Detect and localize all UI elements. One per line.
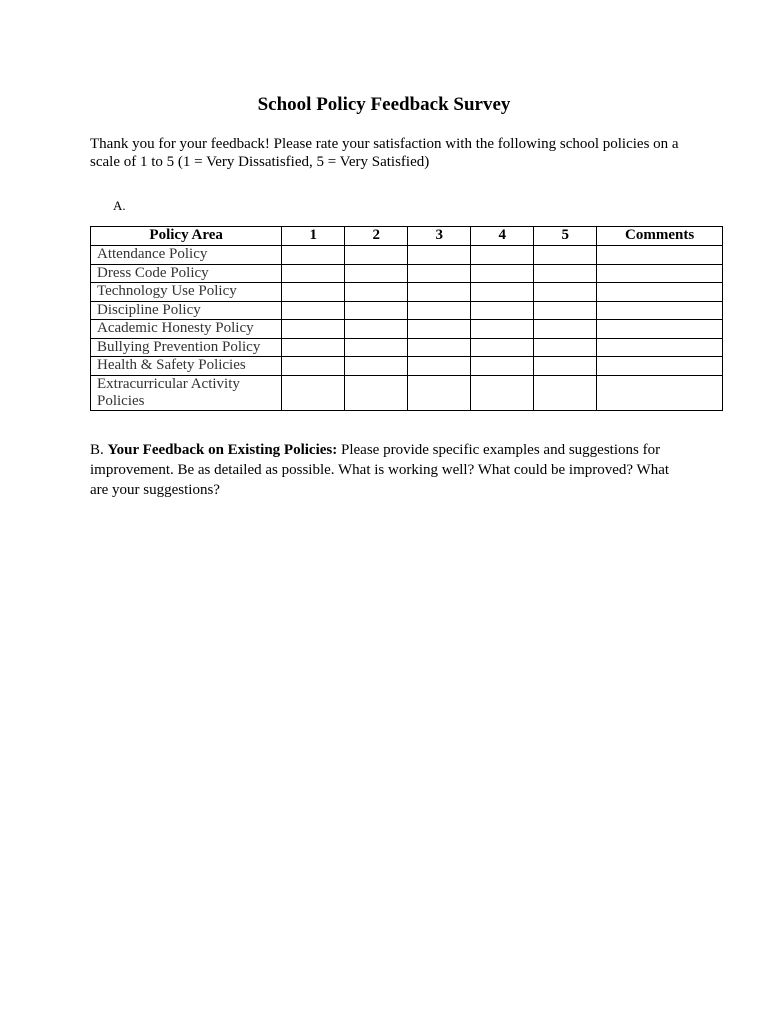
rating-cell-5[interactable] [534,375,597,410]
header-score-2: 2 [345,227,408,246]
table-row [91,357,723,376]
rating-cell-4[interactable] [471,264,534,283]
section-b [90,440,690,500]
rating-cell-3[interactable] [408,246,471,265]
rating-cell-2[interactable] [345,264,408,283]
section-b-label: B. [90,442,104,458]
policy-rating-table [90,226,723,411]
rating-cell-3[interactable] [408,338,471,357]
comments-cell[interactable] [597,283,723,302]
rating-cell-1[interactable] [282,320,345,339]
policy-area-cell: Technology Use Policy [91,283,282,302]
rating-cell-4[interactable] [471,357,534,376]
policy-area-cell: Extracurricular Activity Policies [91,375,282,410]
header-policy-area: Policy Area [91,227,282,246]
intro-text: Thank you for your feedback! Please rate your satisfaction with the following school policies on a scale of 1 to 5 (1 = Very Dissatisfied, 5 = Very Satisfied) [90,136,679,170]
rating-cell-4[interactable] [471,283,534,302]
policy-area-cell: Academic Honesty Policy [91,320,282,339]
policy-area-cell: Health & Safety Policies [91,357,282,376]
rating-cell-4[interactable] [471,301,534,320]
table-row [91,246,723,265]
header-comments: Comments [597,227,723,246]
header-score-3: 3 [408,227,471,246]
rating-cell-5[interactable] [534,320,597,339]
policy-area-cell: Bullying Prevention Policy [91,338,282,357]
section-b-heading: Your Feedback on Existing Policies: [107,442,338,458]
rating-cell-1[interactable] [282,375,345,410]
rating-cell-2[interactable] [345,338,408,357]
comments-cell[interactable] [597,246,723,265]
rating-cell-3[interactable] [408,264,471,283]
table-row [91,375,723,410]
rating-cell-2[interactable] [345,375,408,410]
rating-cell-5[interactable] [534,283,597,302]
policy-area-cell: Discipline Policy [91,301,282,320]
rating-cell-3[interactable] [408,301,471,320]
rating-cell-5[interactable] [534,246,597,265]
table-row [91,320,723,339]
rating-cell-2[interactable] [345,357,408,376]
rating-cell-1[interactable] [282,283,345,302]
table-header-row [91,227,723,246]
rating-cell-2[interactable] [345,320,408,339]
rating-cell-5[interactable] [534,338,597,357]
rating-cell-5[interactable] [534,301,597,320]
header-score-4: 4 [471,227,534,246]
policy-area-cell: Attendance Policy [91,246,282,265]
table-row [91,283,723,302]
comments-cell[interactable] [597,375,723,410]
rating-cell-5[interactable] [534,264,597,283]
comments-cell[interactable] [597,264,723,283]
rating-cell-3[interactable] [408,283,471,302]
rating-cell-2[interactable] [345,283,408,302]
section-a-label: A. [113,198,126,213]
table-row [91,301,723,320]
rating-cell-2[interactable] [345,246,408,265]
page-title: School Policy Feedback Survey [257,94,511,115]
policy-area-cell: Dress Code Policy [91,264,282,283]
rating-cell-3[interactable] [408,320,471,339]
table-row [91,264,723,283]
rating-cell-1[interactable] [282,338,345,357]
table-row [91,338,723,357]
header-score-5: 5 [534,227,597,246]
rating-cell-4[interactable] [471,338,534,357]
header-score-1: 1 [282,227,345,246]
rating-cell-1[interactable] [282,246,345,265]
section-b-text: Please provide specific examples and suggestions for improvement. Be as detailed as possible. What is working well? What could be improved? What are your suggestions? [90,442,670,498]
rating-cell-4[interactable] [471,375,534,410]
comments-cell[interactable] [597,357,723,376]
comments-cell[interactable] [597,301,723,320]
rating-cell-5[interactable] [534,357,597,376]
rating-cell-4[interactable] [471,320,534,339]
rating-cell-4[interactable] [471,246,534,265]
rating-cell-2[interactable] [345,301,408,320]
rating-cell-1[interactable] [282,301,345,320]
rating-cell-1[interactable] [282,357,345,376]
comments-cell[interactable] [597,320,723,339]
comments-cell[interactable] [597,338,723,357]
rating-cell-1[interactable] [282,264,345,283]
rating-cell-3[interactable] [408,357,471,376]
rating-cell-3[interactable] [408,375,471,410]
